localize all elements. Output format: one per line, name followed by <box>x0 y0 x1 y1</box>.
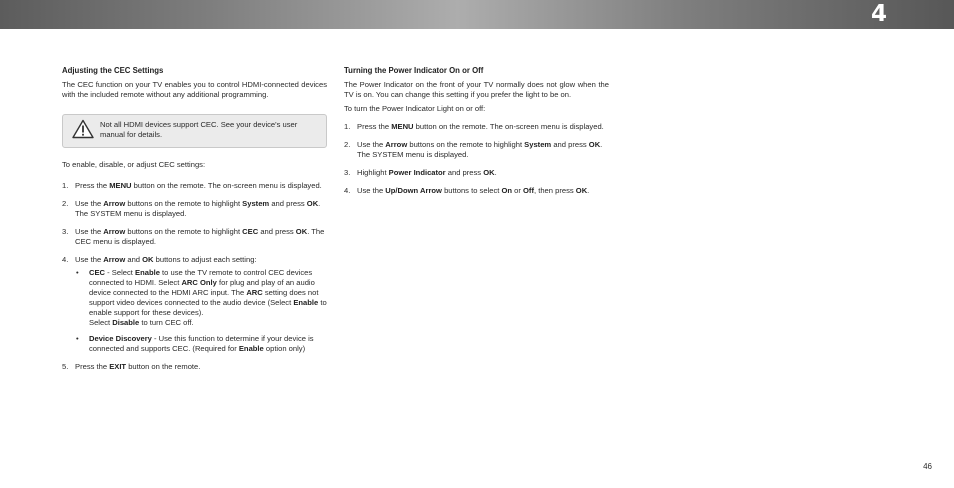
list-item <box>75 334 327 354</box>
step-emphasis: OK <box>306 199 319 208</box>
step-number: 2. <box>62 199 69 208</box>
power-indicator-heading: Turning the Power Indicator On or Off <box>344 66 484 75</box>
step-text: Press the <box>357 122 392 131</box>
list-item <box>62 362 327 372</box>
step-text: buttons to select <box>441 186 502 195</box>
option-text: for plug and play of an audio device connected to the HDMI ARC input. The <box>89 278 315 297</box>
step-number: 2. <box>344 140 351 149</box>
step-emphasis: On <box>501 186 513 195</box>
option-text: option only) <box>263 344 306 353</box>
step-emphasis: EXIT <box>109 362 127 371</box>
step-emphasis: OK <box>588 140 601 149</box>
option-name: Device Discovery <box>89 334 152 343</box>
step-emphasis: Up/Down Arrow <box>385 186 442 195</box>
option-text: to enable support for these devices). <box>89 298 327 317</box>
step-emphasis: System <box>524 140 552 149</box>
bullet-marker: • <box>76 334 79 343</box>
page-number: 46 <box>923 462 932 471</box>
option-text: to use the TV remote to control CEC devices connected to HDMI. Select <box>89 268 313 287</box>
chapter-number: 4 <box>870 1 887 27</box>
list-item <box>62 255 327 354</box>
list-item <box>344 122 609 132</box>
step-text: Use the <box>357 140 386 149</box>
step-number: 5. <box>62 362 69 371</box>
step-text: . The CEC menu is displayed. <box>75 227 325 246</box>
step-text: buttons to adjust each setting: <box>153 255 257 264</box>
power-indicator-intro: The Power Indicator on the front of your TV normally does not glow when the TV is on. You can change this setting if you prefer the light to be on. <box>344 80 609 99</box>
step-text: and press <box>551 140 589 149</box>
step-emphasis: System <box>242 199 270 208</box>
cec-intro: The CEC function on your TV enables you to control HDMI-connected devices with the included remote without any additional programming. <box>62 80 327 99</box>
list-item <box>62 181 327 191</box>
cec-lead: To enable, disable, or adjust CEC settings: <box>62 160 206 169</box>
list-item <box>75 268 327 328</box>
cec-warning-note <box>62 114 327 148</box>
cec-settings-section <box>62 66 327 380</box>
step-number: 4. <box>62 255 69 264</box>
step-text: or <box>512 186 524 195</box>
cec-steps-list <box>62 181 327 372</box>
step-number: 4. <box>344 186 351 195</box>
step-emphasis: Power Indicator <box>388 168 446 177</box>
cec-note-text: Not all HDMI devices support CEC. See your device's user manual for details. <box>100 120 298 139</box>
option-text: setting does not support video devices connected to the audio device (Select <box>89 288 319 307</box>
step-emphasis: OK <box>142 255 154 264</box>
option-emphasis: Enable <box>238 344 264 353</box>
list-item <box>344 168 609 178</box>
step-emphasis: Arrow <box>103 255 126 264</box>
option-emphasis: ARC Only <box>181 278 217 287</box>
step-emphasis: Off <box>523 186 534 195</box>
step-text: . <box>494 168 497 177</box>
step-text: , then press <box>533 186 576 195</box>
power-indicator-section <box>344 66 609 204</box>
step-emphasis: Arrow <box>385 140 408 149</box>
step-emphasis: MENU <box>391 122 414 131</box>
step-text: Use the <box>75 255 104 264</box>
step-text: buttons on the remote to highlight <box>125 199 243 208</box>
power-indicator-lead: To turn the Power Indicator Light on or off: <box>344 104 486 113</box>
step-emphasis: Arrow <box>103 199 126 208</box>
option-name: CEC <box>89 268 106 277</box>
step-number: 3. <box>62 227 69 236</box>
option-text: Select <box>89 318 113 327</box>
power-indicator-steps-list <box>344 122 609 196</box>
step-number: 1. <box>62 181 69 190</box>
step-text: Use the <box>75 227 104 236</box>
option-emphasis: Disable <box>112 318 140 327</box>
step-text: . The SYSTEM menu is displayed. <box>75 199 321 218</box>
step-text: button on the remote. The on-screen menu is displayed. <box>131 181 322 190</box>
option-emphasis: Enable <box>135 268 160 277</box>
cec-options-list <box>75 268 327 354</box>
list-item <box>344 186 609 196</box>
step-text: and press <box>269 199 307 208</box>
step-text: and press <box>258 227 296 236</box>
step-text: . The SYSTEM menu is displayed. <box>357 140 603 159</box>
step-emphasis: MENU <box>109 181 132 190</box>
step-number: 1. <box>344 122 351 131</box>
step-text: button on the remote. <box>126 362 201 371</box>
step-text: Use the <box>75 199 104 208</box>
step-text: and press <box>445 168 484 177</box>
step-text: . <box>587 186 590 195</box>
warning-icon <box>72 119 94 139</box>
option-text: to turn CEC off. <box>139 318 194 327</box>
option-text: - Select <box>105 268 136 277</box>
chapter-header-bar <box>0 0 954 29</box>
option-emphasis: ARC <box>246 288 263 297</box>
step-text: buttons on the remote to highlight <box>125 227 243 236</box>
step-text: Use the <box>357 186 386 195</box>
step-emphasis: Arrow <box>103 227 126 236</box>
cec-heading: Adjusting the CEC Settings <box>62 66 164 75</box>
step-emphasis: OK <box>483 168 495 177</box>
step-number: 3. <box>344 168 351 177</box>
list-item <box>62 227 327 247</box>
step-text: Press the <box>75 181 110 190</box>
step-text: Press the <box>75 362 110 371</box>
step-emphasis: OK <box>575 186 588 195</box>
list-item <box>344 140 609 160</box>
option-emphasis: Enable <box>293 298 319 307</box>
step-text: Highlight <box>357 168 389 177</box>
list-item <box>62 199 327 219</box>
option-text: - Use this function to determine if your device is connected and supports CEC. (Required for <box>89 334 314 353</box>
step-emphasis: CEC <box>242 227 259 236</box>
step-emphasis: OK <box>295 227 308 236</box>
step-text: and <box>125 255 143 264</box>
step-text: button on the remote. The on-screen menu is displayed. <box>413 122 604 131</box>
step-text: buttons on the remote to highlight <box>407 140 525 149</box>
bullet-marker: • <box>76 268 79 277</box>
